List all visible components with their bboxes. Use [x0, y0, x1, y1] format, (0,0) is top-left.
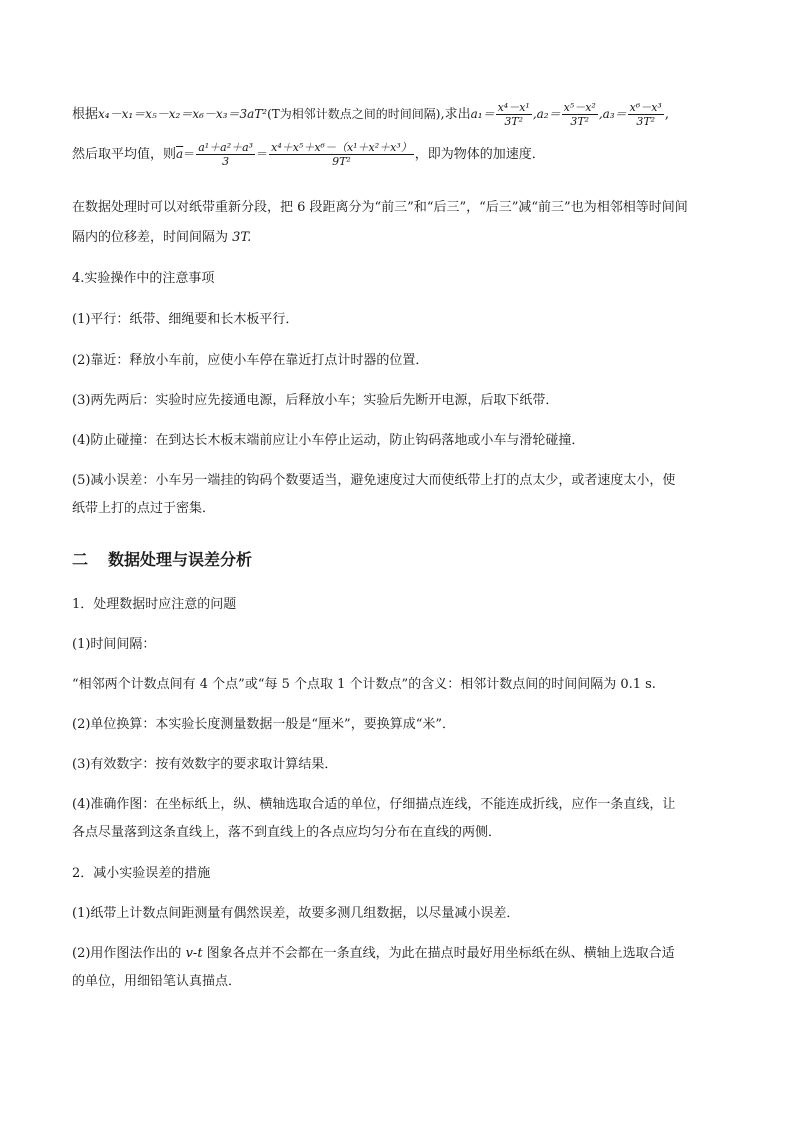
a3-denominator: 3T² — [636, 115, 656, 128]
formula-line-2 — [72, 140, 724, 169]
section-heading — [72, 545, 724, 574]
average-denominator: 3 — [222, 155, 230, 168]
formula-average-prefix: 然后取平均值，则 — [72, 147, 177, 162]
list-item-2-line-2: 的单位，用细铅笔认真描点． — [72, 974, 242, 989]
equals-sign: ＝ — [183, 147, 196, 161]
subsection-2-title: 2．减小实验误差的措施 — [72, 866, 211, 881]
final-fraction — [269, 141, 414, 168]
list-item-5-line-2: 纸带上打的点过于密集． — [72, 501, 216, 516]
a-bar-symbol: $\overline{a}$ — [176, 147, 184, 161]
formula-relation-note: (T为相邻计数点之间的时间间隔) — [267, 107, 441, 121]
list-item-5-line-1: (5)减小误差：小车另一端挂的钩码个数要适当，避免速度过大而使纸带上打的点太少，或者速度太小，使 — [72, 473, 676, 488]
formula-line-1 — [72, 100, 724, 129]
list-item: (3)有效数字：按有效数字的要求取计算结果． — [72, 757, 338, 772]
list-item-text: (2)用作图法作出的 — [72, 946, 186, 961]
a1-label: a₁＝ — [470, 107, 495, 121]
list-item-4-line-2: 各点尽量落到这条直线上，落不到直线上的各点应均匀分布在直线的两侧． — [72, 825, 502, 840]
a2-numerator: x⁵－x² — [563, 101, 596, 114]
a2-denominator: 3T² — [570, 115, 590, 128]
list-item: (1)时间间隔： — [72, 637, 156, 652]
average-numerator: a¹＋a²＋a³ — [198, 141, 254, 154]
list-item: (4)防止碰撞：在到达长木板末端前应让小车停止运动，防止钩码落地或小车与滑轮碰撞． — [72, 433, 585, 448]
formula-prefix: 根据 — [72, 107, 99, 122]
formula-solve-text: ,求出 — [440, 107, 471, 122]
list-item: (1)平行：纸带、细绳要和长木板平行． — [72, 312, 299, 327]
a1-denominator: 3T² — [504, 115, 524, 128]
a2-fraction — [562, 101, 598, 128]
list-item-text: 图象各点并不会都在一条直线，为此在描点时最好用坐标纸在纵、横轴上选取合适 — [202, 946, 675, 961]
subsection-1-title: 1．处理数据时应注意的问题 — [72, 597, 237, 612]
velocity-symbol: v — [185, 946, 193, 961]
list-item: (3)两先两后：实验时应先接通电源，后释放小车；实验后先断开电源，后取下纸带． — [72, 393, 559, 408]
a3-fraction — [628, 101, 664, 128]
regroup-paragraph-line-1: 在数据处理时可以对纸带重新分段，把 6 段距离分为“前三”和“后三”，“后三”减“前三”也为相邻相等时间间 — [72, 200, 688, 215]
section-heading-text: 数据处理与误差分析 — [108, 550, 253, 569]
section-4-title: 4.实验操作中的注意事项 — [72, 271, 215, 286]
final-denominator: 9T² — [332, 155, 351, 168]
regroup-interval: 3T. — [232, 230, 252, 245]
formula-average-suffix: ，即为物体的加速度． — [414, 147, 545, 162]
a2-label: ,a₂＝ — [532, 107, 561, 121]
formula-relation: x₄－x₁＝x₅－x₂＝x₆－x₃＝3aT² — [98, 107, 268, 121]
average-fraction — [196, 141, 255, 168]
list-item-4-line-1: (4)准确作图：在坐标纸上，纵、横轴选取合适的单位，仔细描点连线，不能连成折线，应作一条直线，让 — [72, 797, 676, 812]
section-heading-number: 二 — [72, 550, 89, 569]
list-item: (2)单位换算：本实验长度测量数据一般是“厘米”，要换算成“米”． — [72, 717, 455, 732]
regroup-text: 隔内的位移差，时间间隔为 — [72, 230, 233, 245]
a1-fraction — [496, 101, 532, 128]
equals-sign-2: ＝ — [256, 147, 269, 161]
list-item-2-line-1 — [72, 939, 724, 968]
time-symbol: -t — [192, 946, 203, 961]
list-item: (2)靠近：释放小车前，应使小车停在靠近打点计时器的位置． — [72, 353, 429, 368]
list-item: (1)纸带上计数点间距测量有偶然误差，故要多测几组数据，以尽量减小误差． — [72, 906, 520, 921]
a1-numerator: x⁴－x¹ — [497, 101, 530, 114]
a3-numerator: x⁶－x³ — [629, 101, 662, 114]
formula-line1-end: , — [664, 107, 669, 122]
final-numerator: x⁴＋x⁵＋x⁶－（x¹＋x²＋x³） — [271, 141, 412, 154]
regroup-paragraph-line-2 — [72, 223, 724, 252]
a3-label: ,a₃＝ — [598, 107, 627, 121]
list-item: “相邻两个计数点间有 4 个点”或“每 5 个点取 1 个计数点”的含义：相邻计数点间的时间间隔为 0.1 s. — [72, 677, 656, 692]
